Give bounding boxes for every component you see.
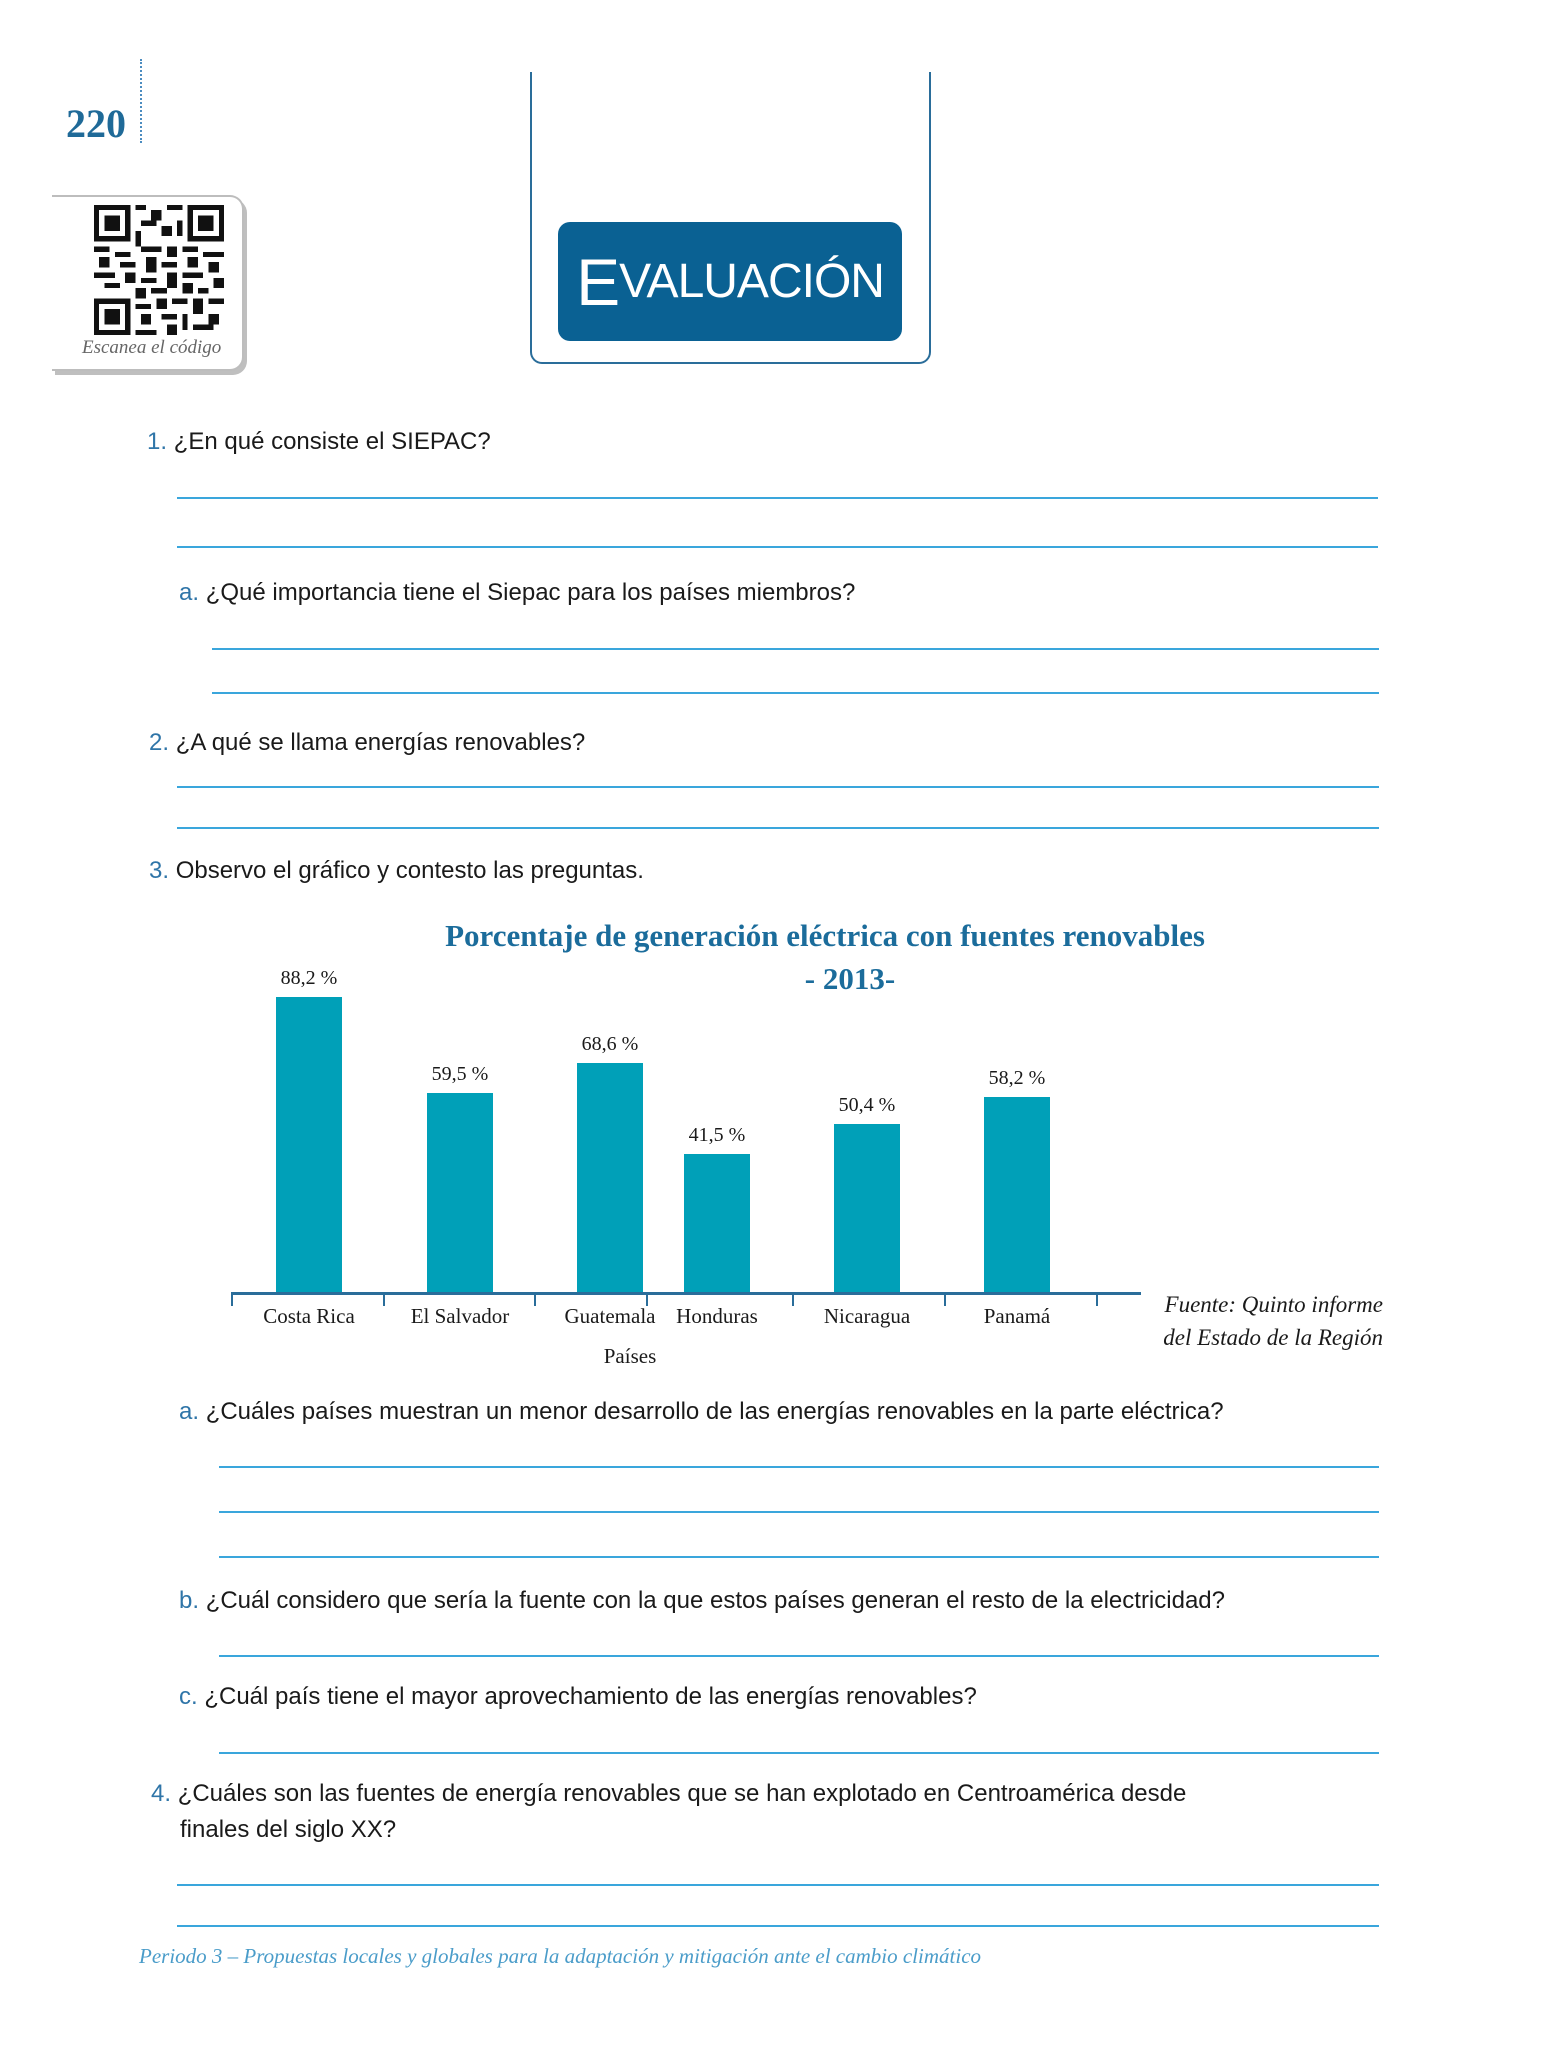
chart-subtitle: - 2013- — [804, 961, 896, 996]
answer-line[interactable] — [219, 1655, 1379, 1657]
category-label: El Salvador — [410, 1304, 510, 1328]
bar-el-salvador — [427, 1093, 493, 1293]
question-number: c. — [179, 1683, 198, 1710]
chart-source-line2: del Estado de la Región — [1163, 1325, 1383, 1350]
answer-line[interactable] — [177, 1925, 1379, 1927]
answer-line[interactable] — [212, 692, 1379, 694]
bar-value-label: 58,2 % — [988, 1067, 1046, 1090]
qr-caption: Escanea el código — [82, 337, 222, 358]
category-label: Honduras — [676, 1304, 758, 1328]
answer-line[interactable] — [177, 1884, 1379, 1886]
answer-line[interactable] — [219, 1511, 1379, 1513]
question-3b — [179, 1587, 1225, 1615]
question-4 — [151, 1780, 1186, 1808]
question-number: 2. — [149, 729, 170, 756]
bar-nicaragua — [834, 1124, 900, 1293]
question-2 — [149, 729, 585, 757]
question-4-continued: finales del siglo XX? — [180, 1816, 397, 1843]
x-axis-label: Países — [603, 1344, 657, 1368]
category-label: Panamá — [983, 1304, 1051, 1328]
category-label: Nicaragua — [823, 1304, 911, 1328]
question-1 — [147, 428, 491, 456]
question-3 — [149, 857, 644, 885]
question-text: ¿Cuál país tiene el mayor aprovechamiento de las energías renovables? — [204, 1683, 977, 1710]
bar-value-label: 68,6 % — [581, 1032, 639, 1055]
section-title — [558, 222, 902, 341]
question-1a — [179, 579, 855, 607]
question-text: ¿Cuál considero que sería la fuente con la que estos países generan el resto de la electricidad? — [205, 1587, 1225, 1614]
chart-source-line1: Fuente: Quinto informe — [1164, 1292, 1383, 1317]
page-footer: Periodo 3 – Propuestas locales y globales para la adaptación y mitigación ante el cambio climático — [139, 1944, 982, 1968]
question-number: 3. — [149, 857, 170, 884]
question-number: a. — [179, 1398, 200, 1425]
bar-value-label: 59,5 % — [431, 1063, 489, 1086]
x-axis — [231, 1292, 1141, 1295]
answer-line[interactable] — [219, 1466, 1379, 1468]
question-text: ¿En qué consiste el SIEPAC? — [173, 428, 491, 455]
chart-title: Porcentaje de generación eléctrica con fuentes renovables — [445, 918, 1205, 953]
page-number: 220 — [66, 101, 126, 146]
answer-line[interactable] — [177, 497, 1378, 499]
bar-panamá — [984, 1097, 1050, 1293]
answer-line[interactable] — [177, 546, 1378, 548]
question-number: a. — [179, 579, 200, 606]
question-3a — [179, 1398, 1224, 1426]
category-label: Guatemala — [564, 1304, 656, 1328]
question-text: ¿A qué se llama energías renovables? — [175, 729, 586, 756]
qr-code-card[interactable] — [52, 195, 244, 371]
question-text: ¿Cuáles son las fuentes de energía renovables que se han explotado en Centroamérica desde — [177, 1780, 1187, 1807]
question-text: ¿Qué importancia tiene el Siepac para los países miembros? — [205, 579, 856, 606]
qr-code-icon — [94, 205, 224, 335]
bar-honduras — [684, 1154, 750, 1293]
bar-value-label: 41,5 % — [688, 1123, 746, 1146]
category-label: Costa Rica — [263, 1304, 355, 1328]
bar-costa-rica — [276, 997, 342, 1293]
question-3c — [179, 1683, 977, 1711]
bar-guatemala — [577, 1063, 643, 1293]
answer-line[interactable] — [212, 648, 1379, 650]
question-text: Observo el gráfico y contesto las preguntas. — [175, 857, 644, 884]
question-text: ¿Cuáles países muestran un menor desarrollo de las energías renovables en la parte eléctrica? — [205, 1398, 1224, 1425]
question-number: 4. — [151, 1780, 172, 1807]
page-number-divider — [140, 59, 142, 143]
answer-line[interactable] — [177, 786, 1379, 788]
answer-line[interactable] — [219, 1556, 1379, 1558]
question-number: b. — [179, 1587, 200, 1614]
section-title-rest: VALUACIÓN — [619, 255, 884, 308]
section-title-initial: E — [576, 244, 620, 319]
bar-value-label: 50,4 % — [838, 1093, 896, 1116]
answer-line[interactable] — [177, 827, 1379, 829]
bar-value-label: 88,2 % — [280, 966, 338, 989]
answer-line[interactable] — [219, 1752, 1379, 1754]
question-number: 1. — [147, 428, 168, 455]
